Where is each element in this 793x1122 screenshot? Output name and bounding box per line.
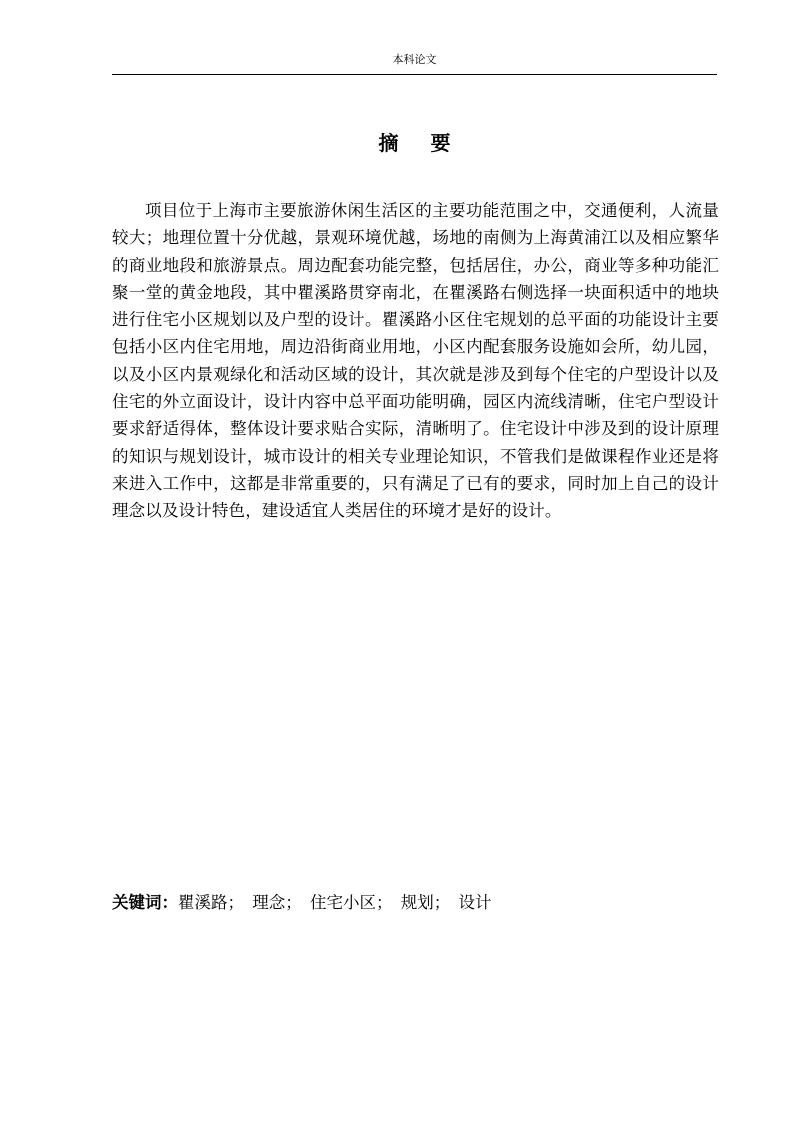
keywords-line — [112, 889, 717, 916]
abstract-title: 摘要 — [378, 131, 483, 155]
running-title: 本科论文 — [392, 53, 437, 66]
keywords-label: 关键词： — [112, 893, 178, 912]
abstract-body: 项目位于上海市主要旅游休闲生活区的主要功能范围之中，交通便利，人流量较大；地理位置十分优越，景观环境优越，场地的南侧为上海黄浦江以及相应繁华的商业地段和旅游景点。周边配套功能完整，包括居住，办公，商业等多种功能汇聚一堂的黄金地段，其中瞿溪路贯穿南北，在瞿溪路右侧选择一块面积适中的地块进行住宅小区规划以及户型的设计。瞿溪路小区住宅规划的总平面的功能设计主要包括小区内住宅用地，周边沿街商业用地，小区内配套服务设施如会所，幼儿园，以及小区内景观绿化和活动区域的设计，其次就是涉及到每个住宅的户型设计以及住宅的外立面设计，设计内容中总平面功能明确，园区内流线清晰，住宅户型设计要求舒适得体，整体设计要求贴合实际，清晰明了。住宅设计中涉及到的设计原理的知识与规划设计，城市设计的相关专业理论知识，不管我们是做课程作业还是将来进入工作中，这都是非常重要的，只有满足了已有的要求，同时加上自己的设计理念以及设计特色，建设适宜人类居住的环境才是好的设计。 — [112, 201, 719, 521]
page-header — [112, 52, 717, 75]
keywords-list: 瞿溪路； 理念； 住宅小区； 规划； 设计 — [178, 893, 492, 912]
